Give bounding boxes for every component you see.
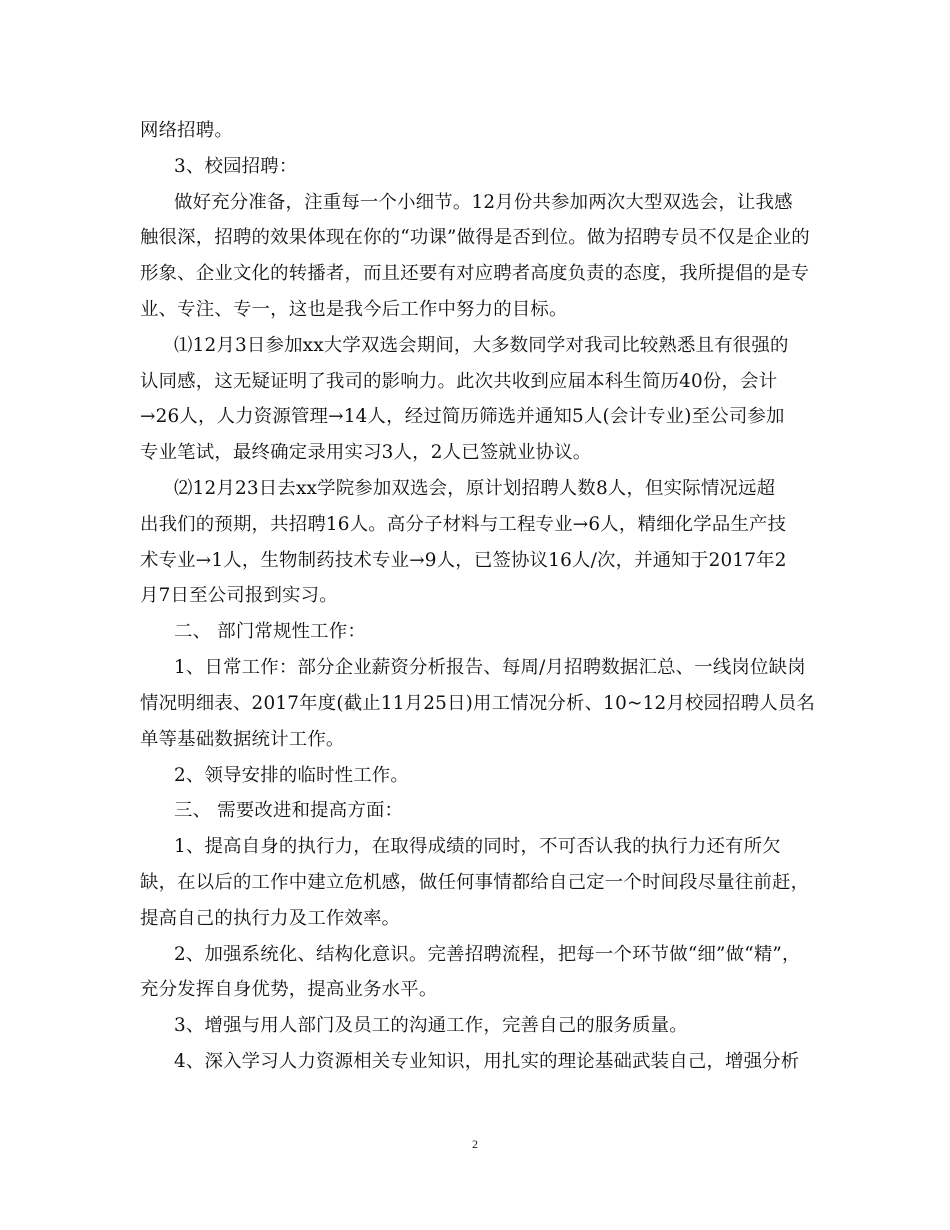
paragraph-line: 1、日常工作：部分企业薪资分析报告、每周/月招聘数据汇总、一线岗位缺岗 [174, 657, 806, 678]
paragraph-line: 1、提高自身的执行力，在取得成绩的同时，不可否认我的执行力还有所欠 [174, 836, 781, 857]
paragraph-line: 2、领导安排的临时性工作。 [174, 765, 409, 786]
paragraph-line: ⑴12月3日参加xx大学双选会期间，大多数同学对我司比较熟悉且有很强的 [174, 335, 789, 356]
paragraph-line: 专业笔试，最终确定录用实习3人，2人已签就业协议。 [140, 442, 592, 463]
paragraph-line: 出我们的预期，共招聘16人。高分子材料与工程专业→6人，精细化学品生产技 [140, 514, 787, 535]
paragraph-line: 网络招聘。 [140, 120, 233, 141]
page-number: 2 [472, 1137, 478, 1151]
paragraph-line: 术专业→1人，生物制药技术专业→9人，已签协议16人/次，并通知于2017年2 [140, 550, 787, 571]
paragraph-line: 月7日至公司报到实习。 [140, 585, 338, 606]
paragraph-line: 做好充分准备，注重每一个小细节。12月份共参加两次大型双选会，让我感 [174, 192, 793, 213]
section-heading-campus-recruitment: 3、校园招聘： [174, 156, 298, 177]
paragraph-line: 2、加强系统化、结构化意识。完善招聘流程，把每一个环节做“细”做“精”， [174, 944, 801, 965]
section-heading-improvements: 三、 需要改进和提高方面： [174, 800, 404, 821]
paragraph-line: →26人，人力资源管理→14人，经过简历筛选并通知5人(会计专业)至公司参加 [140, 406, 785, 427]
paragraph-line: 单等基础数据统计工作。 [140, 729, 345, 750]
paragraph-line: 认同感，这无疑证明了我司的影响力。此次共收到应届本科生简历40份，会计 [140, 371, 778, 392]
paragraph-line: 触很深，招聘的效果体现在你的“功课”做得是否到位。做为招聘专员不仅是企业的 [140, 227, 810, 248]
paragraph-line: 形象、企业文化的转播者，而且还要有对应聘者高度负责的态度，我所提倡的是专 [140, 263, 810, 284]
paragraph-line: 3、增强与用人部门及员工的沟通工作，完善自己的服务质量。 [174, 1015, 688, 1036]
paragraph-line: 提高自己的执行力及工作效率。 [140, 908, 401, 929]
paragraph-line: 缺，在以后的工作中建立危机感，做任何事情都给自己定一个时间段尽量往前赶， [140, 872, 810, 893]
paragraph-line: 情况明细表、2017年度(截止11月25日)用工情况分析、10~12月校园招聘人员名 [140, 693, 816, 714]
paragraph-line: 充分发挥自身优势，提高业务水平。 [140, 979, 438, 1000]
paragraph-line: 业、专注、专一，这也是我今后工作中努力的目标。 [140, 299, 568, 320]
paragraph-line: 4、深入学习人力资源相关专业知识，用扎实的理论基础武装自己，增强分析 [174, 1051, 800, 1072]
section-heading-routine-work: 二、 部门常规性工作： [174, 621, 366, 642]
paragraph-line: ⑵12月23日去xx学院参加双选会，原计划招聘人数8人，但实际情况远超 [174, 478, 776, 499]
